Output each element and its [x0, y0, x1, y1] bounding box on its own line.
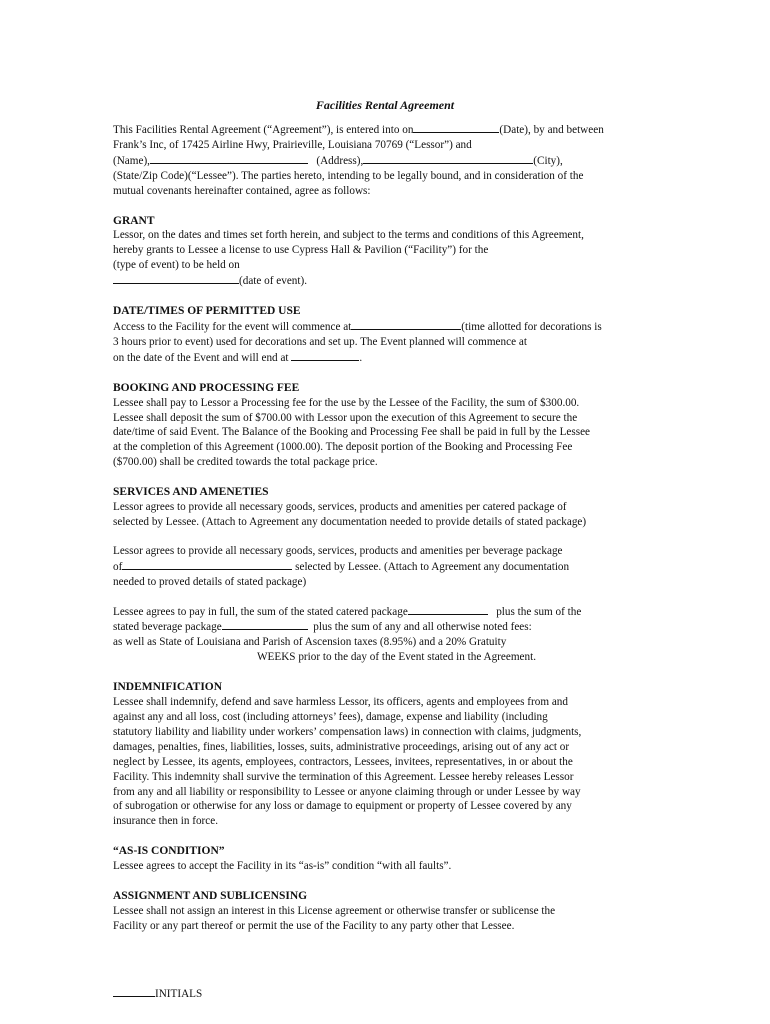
- assignment-section: [113, 889, 658, 934]
- indemnification-line: of subrogation or otherwise for any loss or damage to equipment or property of Lessee covered by any: [113, 800, 572, 813]
- indemnification-line: damages, penalties, fines, liabilities, losses, suits, administrative proceedings, arising out of any act or: [113, 740, 570, 753]
- date-times-line-1: [113, 319, 658, 335]
- services-p3-line-1: [113, 604, 658, 620]
- document-body: [113, 122, 658, 934]
- services-text: plus the sum of any and all otherwise noted fees:: [313, 621, 532, 634]
- intro-text: (Address),: [316, 154, 364, 167]
- services-p3-line-4: WEEKS prior to the day of the Event stated in the Agreement.: [257, 651, 536, 664]
- indemnification-line: Facility. This indemnity shall survive the termination of this Agreement. Lessee hereby releases Lessor: [113, 770, 574, 783]
- services-p2-line-2: [113, 559, 658, 575]
- booking-line-2: Lessee shall deposit the sum of $700.00 with Lessor upon the execution of this Agreement to secure the: [113, 411, 578, 424]
- services-text: of: [113, 560, 123, 573]
- spacer: [113, 590, 658, 604]
- intro-text: (Date), by and between: [499, 124, 604, 136]
- initials-footer: [113, 986, 202, 1000]
- intro-line-4: (State/Zip Code)(“Lessee”). The parties hereto, intending to be legally bound, and in consideration of the: [113, 169, 584, 182]
- beverage-package-blank[interactable]: [122, 559, 292, 570]
- services-p1-line-1: Lessor agrees to provide all necessary goods, services, products and amenities per catered package of: [113, 501, 567, 514]
- intro-section: [113, 122, 658, 199]
- event-date-blank[interactable]: [113, 273, 239, 284]
- booking-line-3: date/time of said Event. The Balance of the Booking and Processing Fee shall be paid in full by the Lessee: [113, 426, 591, 439]
- grant-line-4: [113, 273, 658, 289]
- indemnification-section: [113, 680, 658, 829]
- as-is-heading: “AS-IS CONDITION”: [113, 845, 225, 858]
- services-p3-line-3: as well as State of Louisiana and Parish of Ascension taxes (8.95%) and a 20% Gratuity: [113, 636, 507, 649]
- intro-line-5: mutual covenants hereinafter contained, agree as follows:: [113, 184, 371, 197]
- services-section: [113, 485, 658, 665]
- date-blank[interactable]: [413, 122, 499, 133]
- grant-line-3: (type of event) to be held on: [113, 259, 240, 272]
- catered-sum-blank[interactable]: [408, 604, 488, 615]
- services-text: stated beverage package: [113, 621, 222, 634]
- as-is-section: [113, 844, 658, 874]
- beverage-sum-blank[interactable]: [222, 619, 308, 630]
- services-p2-line-1: Lessor agrees to provide all necessary goods, services, products and amenities per beverage package: [113, 544, 563, 557]
- indemnification-line: insurance then in force.: [113, 815, 218, 828]
- services-p1-line-2: selected by Lessee. (Attach to Agreement any documentation needed to provide details of stated package): [113, 515, 587, 528]
- address-blank[interactable]: [363, 153, 533, 164]
- booking-section: [113, 381, 658, 470]
- date-times-text: on the date of the Event and will end at: [113, 351, 289, 364]
- indemnification-line: from any and all liability or responsibility to Lessee or anyone claiming through or under Lessee by way: [113, 785, 581, 798]
- date-times-text: .: [359, 351, 363, 364]
- indemnification-heading: INDEMNIFICATION: [113, 681, 223, 694]
- assignment-line-2: Facility or any part thereof or permit the use of the Facility to any party other that Lessee.: [113, 919, 515, 932]
- services-text: selected by Lessee. (Attach to Agreement any documentation: [295, 560, 570, 573]
- services-p2-line-3: needed to proved details of stated package): [113, 575, 307, 588]
- date-times-line-2: 3 hours prior to event) used for decorations and set up. The Event planned will commence at: [113, 335, 527, 348]
- intro-line-3: [113, 153, 658, 169]
- intro-line-1: [113, 122, 658, 138]
- name-blank[interactable]: [150, 153, 308, 164]
- grant-line-1: Lessor, on the dates and times set forth herein, and subject to the terms and conditions of this Agreement,: [113, 229, 584, 242]
- date-times-heading: DATE/TIMES OF PERMITTED USE: [113, 305, 301, 318]
- services-p3-line-2: [113, 619, 658, 635]
- date-times-text: Access to the Facility for the event will commence at: [113, 320, 352, 333]
- date-times-line-3: [113, 350, 658, 366]
- document-title: Facilities Rental Agreement: [315, 98, 455, 112]
- initials-label: INITIALS: [155, 988, 203, 1000]
- services-text: plus the sum of the: [496, 605, 582, 618]
- booking-line-1: Lessee shall pay to Lessor a Processing fee for the use by the Lessee of the Facility, the sum of $300.00.: [113, 396, 580, 409]
- end-time-blank[interactable]: [291, 350, 359, 361]
- date-times-text: (time allotted for decorations is: [461, 320, 602, 333]
- indemnification-line: Lessee shall indemnify, defend and save harmless Lessor, its officers, agents and employees from and: [113, 696, 568, 709]
- assignment-line-1: Lessee shall not assign an interest in this License agreement or otherwise transfer or sublicense the: [113, 904, 556, 917]
- indemnification-line: statutory liability and liability under workers’ compensation laws) in connection with claims, judgments,: [113, 725, 582, 738]
- booking-line-4: at the completion of this Agreement (1000.00). The deposit portion of the Booking and Processing Fee: [113, 441, 573, 454]
- booking-heading: BOOKING AND PROCESSING FEE: [113, 381, 300, 394]
- initials-blank[interactable]: [113, 986, 155, 997]
- booking-line-5: ($700.00) shall be credited towards the total package price.: [113, 456, 378, 469]
- grant-line-2: hereby grants to Lessee a license to use Cypress Hall & Pavilion (“Facility”) for the: [113, 244, 489, 257]
- assignment-heading: ASSIGNMENT AND SUBLICENSING: [113, 890, 308, 903]
- grant-section: [113, 214, 658, 290]
- grant-heading: GRANT: [113, 214, 155, 227]
- intro-line-2: Frank’s Inc, of 17425 Airline Hwy, Prairieville, Louisiana 70769 (“Lessor”) and: [113, 138, 472, 151]
- intro-text: (Name),: [113, 154, 150, 167]
- services-heading: SERVICES AND AMENETIES: [113, 486, 269, 499]
- as-is-line-1: Lessee agrees to accept the Facility in its “as-is” condition “with all faults”.: [113, 860, 452, 873]
- grant-text: (date of event).: [239, 275, 308, 288]
- indemnification-line: neglect by Lessee, its agents, employees, contractors, Lessees, invitees, representatives, in or about the: [113, 755, 573, 768]
- intro-text: (City),: [533, 154, 563, 167]
- date-times-section: [113, 304, 658, 366]
- spacer: [113, 530, 658, 544]
- intro-text: This Facilities Rental Agreement (“Agreement”), is entered into on: [113, 124, 414, 136]
- commence-time-blank[interactable]: [351, 319, 461, 330]
- indemnification-line: against any and all loss, cost (including attorneys’ fees), damage, expense and liability (including: [113, 711, 548, 723]
- services-text: Lessee agrees to pay in full, the sum of the stated catered package: [113, 605, 408, 618]
